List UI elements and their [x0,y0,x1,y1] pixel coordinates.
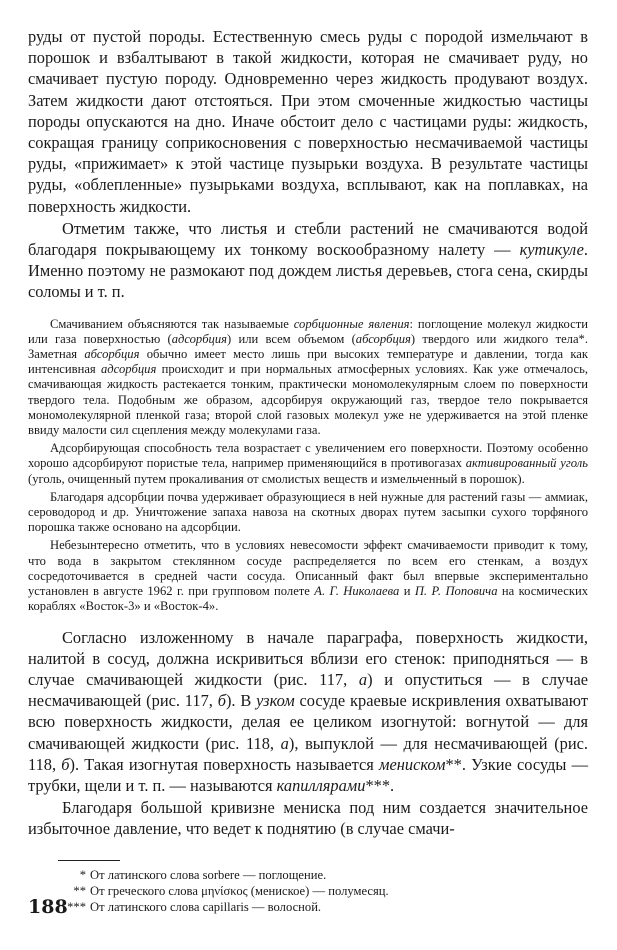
term-activated-carbon: активированный уголь [465,456,588,471]
footnote-2: ** От греческого слова μηνίσκος (мениское) — полумесяц. [73,883,389,898]
paragraph-weightlessness: Небезынтересно отметить, что в условиях невесомости эффект смачиваемости приводит к тому, что вода в закрытом стеклянном сосуде распределяется по всем его стенкам, а воздух сосредоточивается в средней части сосуда. Описанный факт был впервые экспериментально установлен в августе 1962 г. при групповом полете А. Г. Николаева и П. Р. Поповича на космических кораблях «Восток-3» и «Восток-4». [28,538,588,614]
page-number: 188 [28,896,68,918]
term-capillaries: капиллярами [276,775,366,795]
paragraph-adsorbing-capacity: Адсорбирующая способность тела возрастает с увеличением его поверхности. Поэтому особенно хорошо адсорбируют пористые тела, например применяющийся в противогазах активированный уголь (уголь, очищенный путем прокаливания от смолистых веществ и измельченный в порошок). [28,441,588,486]
name-popovich: П. Р. Поповича [414,584,498,599]
paragraph-text: руды от пустой породы. Естественную смесь руды с породой измельчают в порошок и взбалтывают в такой жидкости, которая не смачивает руду, но смачивает пустую породу. Одновременно через жидкость продувают воздух. Затем жидкости дают отстояться. При этом смоченные жидкостью частицы породы опускаются на дно. Иначе обстоит дело с частицами руды: жидкость, сокращая границу соприкосновения с поверхностью несмачиваемой частицы руды, «прижимает» к этой частице пузырьки воздуха. В результате частицы руды, «облепленные» пузырьками воздуха, всплывают, как на поплавках, на поверхность жидкости. [28,27,588,216]
page-body [28,26,588,915]
small-print-section [28,317,588,615]
paragraph-cuticle: Отметим также, что листья и стебли растений не смачиваются водой благодаря покрывающему их тонкому воскообразному налету — кутикуле. Именно поэтому не размокают под дождем листья деревьев, стога сена, скирды соломы и т. п. [28,218,588,302]
paragraph-sorption: Смачиванием объясняются так называемые сорбционные явления: поглощение молекул жидкости или газа поверхностью (адсорбция) или всем объемом (абсорбция) твердого или жидкого тела*. Заметная абсорбция обычно имеет место лишь при высоких температуре и давлении, тогда как интенсивная адсорбция происходит и при нормальных атмосферных условиях. Как уже отмечалось, смачивающая жидкость растекается тонким, практически мономолекулярным слоем по поверхности твердого тела. Подобным же образом, адсорбируя окружающий газ, твердое тело покрывается мономолекулярной пленкой газа; второй слой газовых молекул уже не удерживается на этой пленке ввиду малости сил сцепления между молекулами газа. [28,316,589,438]
name-nikolaev: А. Г. Николаева [314,584,400,599]
footnotes [28,867,588,915]
term-narrow: узком [256,691,295,711]
paragraph-flotation [28,26,588,217]
paragraph-soil-adsorption: Благодаря адсорбции почва удерживает образующиеся в ней нужные для растений газы — аммиак, сероводород и др. Уничтожение запаха навоза на скотных дворах путем засыпки сухого торфяного порошка также основано на адсорбции. [28,489,588,535]
footnote-3: *** От латинского слова capillaris — волосной. [67,899,322,914]
term-adsorption: адсорбция [171,331,228,346]
term-cuticle: кутикуле [519,240,584,260]
term-absorption: абсорбция [355,331,411,346]
paragraph-meniscus: Согласно изложенному в начале параграфа, поверхность жидкости, налитой в сосуд, должна искривиться вблизи его стенок: приподняться — в случае смачивающей жидкости (рис. 117, а) и опуститься — в случае несмачивающей (рис. 117, б). В узком сосуде краевые искривления охватывают всю поверхность жидкости, делая ее целиком изогнутой: вогнутой — для смачивающей жидкости (рис. 118, а), выпуклой — для несмачивающей (рис. 118, б). Такая изогнутая поверхность называется мениском**. Узкие сосуды — трубки, щели и т. п. — называются капиллярами***. [28,627,589,795]
footnote-1: * От латинского слова sorbere — поглощение. [79,867,327,882]
term-sorption: сорбционные явления [293,316,410,331]
paragraph-meniscus-pressure: Благодаря большой кривизне мениска под ним создается значительное избыточное давление, что ведет к поднятию (в случае смачи- [28,798,588,839]
term-meniscus: мениском [379,754,446,774]
footnote-divider [58,860,120,861]
